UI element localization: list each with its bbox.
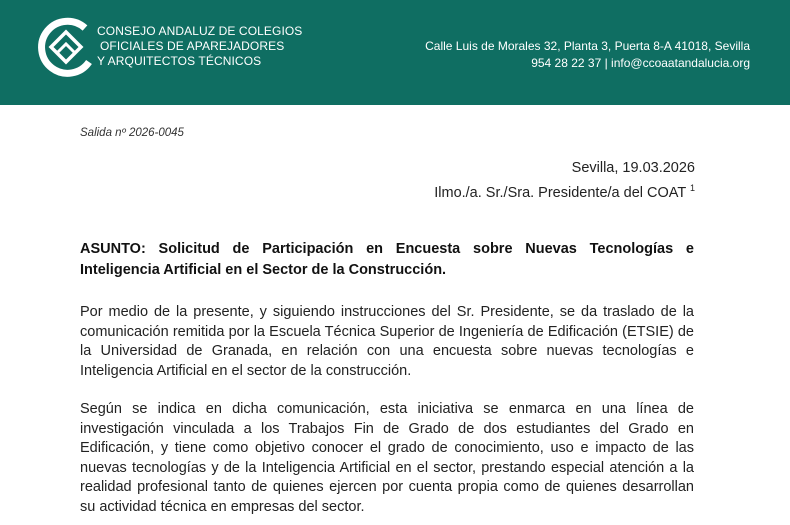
organization-name-line-1: CONSEJO ANDALUZ DE COLEGIOS	[97, 24, 303, 38]
phone-email-text: 954 28 22 37 | info@ccoaatandalucia.org	[531, 56, 750, 70]
letterhead-banner	[0, 0, 790, 105]
organization-name-line-3: Y ARQUITECTOS TÉCNICOS	[97, 54, 262, 68]
recipient	[434, 178, 695, 203]
organization-logo-icon	[33, 14, 99, 80]
exit-reference: Salida nº 2026-0045	[80, 127, 184, 139]
recipient-text: Ilmo./a. Sr./Sra. Presidente/a del COAT	[434, 184, 686, 201]
contact-info	[425, 38, 750, 72]
body-paragraph-2: Según se indica en dicha comunicación, esta iniciativa se enmarca en una línea de investigación vinculada a los Trabajos Fin de Grado de dos estudiantes del Grado en Edificación, y tiene como objetivo conocer el grado de conocimiento, uso e impacto de las nuevas tecnologías y de la Inteligencia Artificial en el sector, prestando especial atención a la realidad profesional tanto de quienes ejercen por cuenta propia como de quienes desarrollan su actividad técnica en empresas del sector.	[80, 401, 694, 515]
address-text: Calle Luis de Morales 32, Planta 3, Puerta 8-A 41018, Sevilla	[425, 39, 750, 53]
subject-heading: ASUNTO: Solicitud de Participación en Encuesta sobre Nuevas Tecnologías e Inteligencia Artificial en el Sector de la Construcción.	[80, 241, 694, 278]
place-date: Sevilla, 19.03.2026	[571, 160, 695, 176]
organization-name	[97, 24, 302, 69]
footnote-mark: 1	[689, 183, 695, 193]
organization-name-line-2: OFICIALES DE APAREJADORES	[100, 39, 285, 53]
place-date-block	[434, 158, 695, 203]
body-paragraph-1: Por medio de la presente, y siguiendo instrucciones del Sr. Presidente, se da traslado de la comunicación remitida por la Escuela Técnica Superior de Ingeniería de Edificación (ETSIE) de la Universidad de Granada, en relación con una encuesta sobre nuevas tecnologías e Inteligencia Artificial en el sector de la construcción.	[80, 304, 694, 379]
